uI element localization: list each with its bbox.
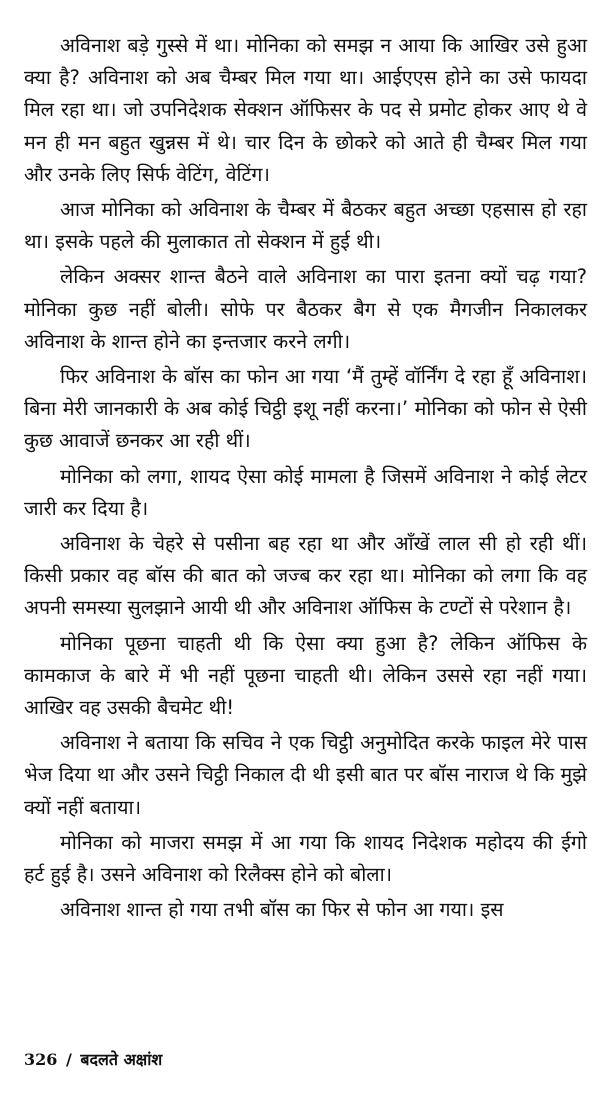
- book-title: बदलते अक्षांश: [80, 1050, 163, 1069]
- paragraph-8: अविनाश ने बताया कि सचिव ने एक चिट्ठी अनुमोदित करके फाइल मेरे पास भेज दिया था और उसने चिट्ठी निकाल दी थी इसी बात पर बॉस नाराज थे कि मुझे क्यों नहीं बताया।: [24, 731, 587, 819]
- page-body: [24, 30, 587, 929]
- paragraph-4: फिर अविनाश के बॉस का फोन आ गया ‘मैं तुम्हें वॉर्निंग दे रहा हूँ अविनाश। बिना मेरी जानकारी के अब कोई चिट्ठी इशू नहीं करना।’ मोनिका को फोन से ऐसी कुछ आवाजें छनकर आ रही थीं।: [24, 365, 587, 453]
- footer-separator: /: [65, 1050, 72, 1069]
- paragraph-6: अविनाश के चेहरे से पसीना बह रहा था और आँखें लाल सी हो रही थीं। किसी प्रकार वह बॉस की बात को जज्ब कर रहा था। मोनिका को लगा कि वह अपनी समस्या सुलझाने आयी थी और अविनाश ऑफिस के टण्टों से परेशान है।: [24, 532, 587, 620]
- paragraph-10: अविनाश शान्त हो गया तभी बॉस का फिर से फोन आ गया। इस: [60, 898, 504, 922]
- page-footer: [24, 1048, 162, 1070]
- paragraph-5: मोनिका को लगा, शायद ऐसा कोई मामला है जिसमें अविनाश ने कोई लेटर जारी कर दिया है।: [24, 464, 587, 520]
- paragraph-2: आज मोनिका को अविनाश के चैम्बर में बैठकर बहुत अच्छा एहसास हो रहा था। इसके पहले की मुलाकात तो सेक्शन में हुई थी।: [24, 198, 587, 254]
- paragraph-3: लेकिन अक्सर शान्त बैठने वाले अविनाश का पारा इतना क्यों चढ़ गया? मोनिका कुछ नहीं बोली। सोफे पर बैठकर बैग से एक मैगजीन निकालकर अविनाश के शान्त होने का इन्तजार करने लगी।: [24, 265, 587, 353]
- paragraph-9: मोनिका को माजरा समझ में आ गया कि शायद निदेशक महोदय की ईगो हर्ट हुई है। उसने अविनाश को रिलैक्स होने को बोला।: [24, 830, 587, 887]
- paragraph-1: अविनाश बड़े गुस्से में था। मोनिका को समझ न आया कि आखिर उसे हुआ क्या है? अविनाश को अब चैम्बर मिल गया था। आईएएस होने का उसे फायदा मिल रहा था। जो उपनिदेशक सेक्शन ऑफिसर के पद से प्रमोट होकर आए थे वे मन ही मन बहुत खुन्नस में थे। चार दिन के छोकरे को आते ही चैम्बर मिल गया और उनके लिए सिर्फ वेटिंग, वेटिंग।: [24, 34, 587, 186]
- paragraph-7: मोनिका पूछना चाहती थी कि ऐसा क्या हुआ है? लेकिन ऑफिस के कामकाज के बारे में भी नहीं पूछना चाहती थी। लेकिन उससे रहा नहीं गया। आखिर वह उसकी बैचमेट थी!: [24, 631, 587, 720]
- page-number: 326: [24, 1050, 58, 1069]
